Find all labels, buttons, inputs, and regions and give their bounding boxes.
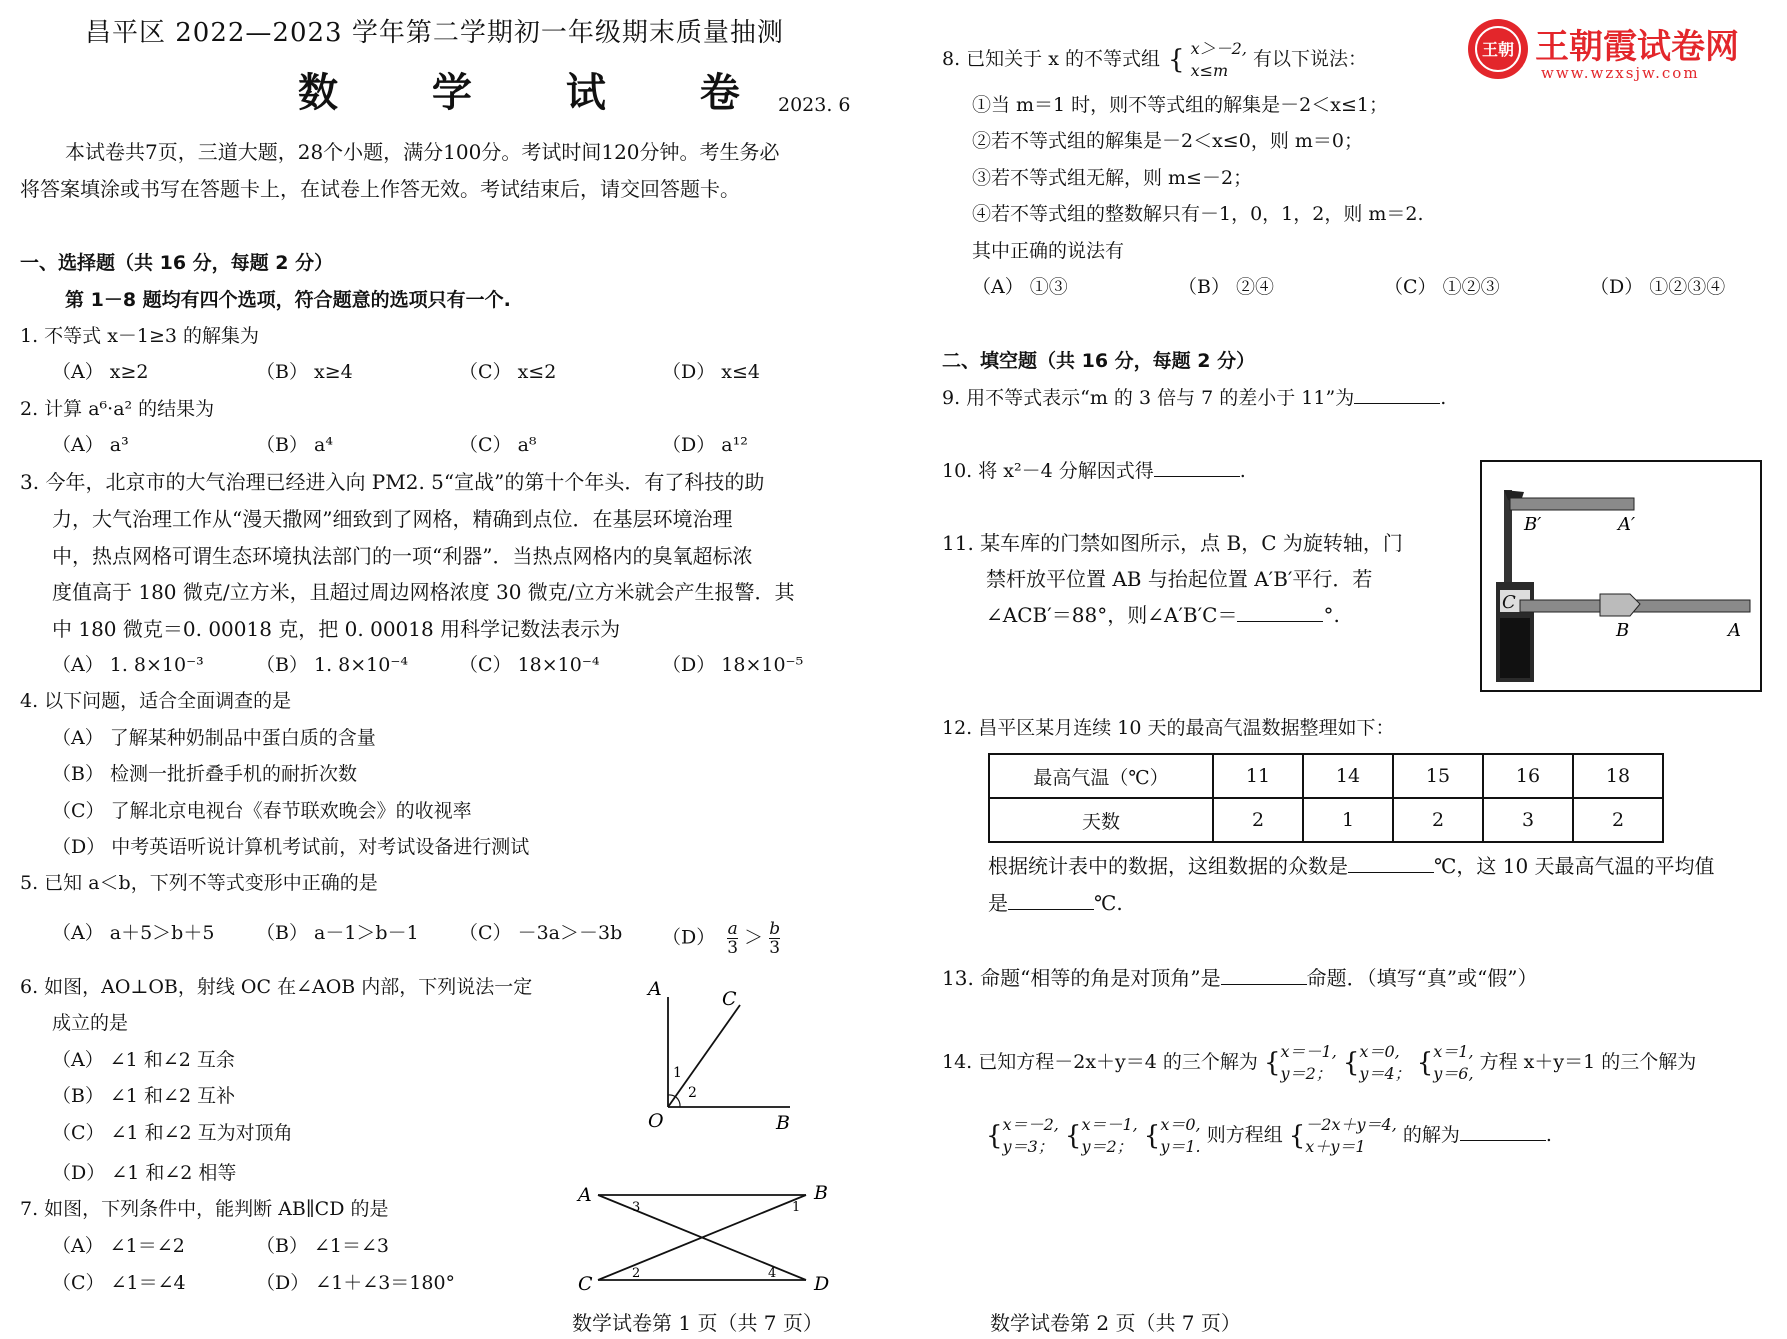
question-13-stem: 13. 命题“相等的角是对顶角”是 命题．（填写“真”或“假”） [942,966,1538,990]
q5-option-d[interactable] [662,920,780,957]
intro-line-2: 将答案填涂或书写在答题卡上，在试卷上作答无效。考试结束后，请交回答题卡。 [20,177,740,201]
page-title: 数 学 试 卷 [298,69,780,116]
answer-blank[interactable] [1354,385,1440,404]
section-heading: 一、选择题（共 16 分，每题 2 分） [20,252,334,274]
question-10-stem: 10. 将 x²－4 分解因式得 . [942,460,1246,482]
q8-option-c[interactable]: （C） ①②③ [1384,276,1500,298]
q2-option-b[interactable]: （B） a⁴ [256,434,333,456]
q1-option-a[interactable]: （A） x≥2 [52,361,149,383]
gate-barrier-figure [1480,460,1762,692]
label-a: A [1728,620,1741,641]
exam-page-1 [0,0,880,1339]
q3-option-a[interactable]: （A） 1. 8×10⁻³ [52,654,204,676]
question-6-stem: 成立的是 [52,1012,129,1034]
question-8-stem: 8. 已知关于 x 的不等式组 { x＞－2, x≤m 有以下说法： [942,39,1367,80]
question-9-stem: 9. 用不等式表示“m 的 3 倍与 7 的差小于 11”为 . [942,387,1447,409]
label-a-prime: A′ [1618,514,1636,535]
angle-1-label: 1 [792,1200,801,1215]
site-logo [1465,16,1777,82]
q8-prompt: 其中正确的说法有 [972,240,1125,262]
label-a: A [648,978,662,1000]
solution-y: y＝6, [1433,1064,1474,1083]
q6-option-c[interactable]: （C） ∠1 和∠2 互为对顶角 [52,1122,293,1144]
table-cell: 2 [1213,798,1303,842]
table-cell: 1 [1303,798,1393,842]
fraction-denominator: 3 [727,938,739,958]
q3-option-c[interactable]: （C） 18×10⁻⁴ [459,654,600,676]
logo-badge-text: 王朝 [1481,40,1515,59]
solution-y: y＝2； [1081,1137,1133,1156]
solution-y: y＝3； [1002,1137,1054,1156]
angle-2-label: 2 [688,1085,697,1101]
angle-1-label: 1 [673,1065,682,1081]
q8-option-b[interactable]: （B） ②④ [1178,276,1275,298]
label-d: D [814,1273,830,1295]
solution-y: y＝4； [1359,1064,1411,1083]
q8-statement: ③若不等式组无解，则 m≤－2； [972,167,1253,189]
q4-option-b[interactable]: （B） 检测一批折叠手机的耐折次数 [52,763,358,785]
question-12-stem: 12. 昌平区某月连续 10 天的最高气温数据整理如下： [942,717,1395,739]
table-row [989,798,1663,842]
q4-option-c[interactable]: （C） 了解北京电视台《春节联欢晚会》的收视率 [52,800,472,822]
fraction-numerator: a [727,919,738,939]
q4-option-d[interactable]: （D） 中考英语听说计算机考试前，对考试设备进行测试 [52,836,530,858]
greater-sign: ＞ [744,926,764,949]
angle-4-label: 4 [768,1266,777,1281]
table-header-cell: 最高气温（℃） [989,754,1213,798]
question-3-line: 度值高于 180 微克/立方米，且超过周边网格浓度 30 微克/立方米就会产生报警．其 [52,580,795,604]
answer-blank[interactable] [1221,966,1307,985]
q3-option-d[interactable]: （D） 18×10⁻⁵ [662,654,804,676]
q8-option-a[interactable]: （A） ①③ [972,276,1068,298]
answer-blank[interactable] [1460,1122,1546,1141]
q7-option-b[interactable]: （B） ∠1＝∠3 [256,1235,390,1257]
fraction-denominator: 3 [769,938,781,958]
q8-statement: ①当 m＝1 时，则不等式组的解集是－2＜x≤1； [972,94,1388,116]
question-12-line: 根据统计表中的数据，这组数据的众数是 ℃，这 10 天最高气温的平均值 [988,854,1715,878]
solution-y: y＝1. [1160,1137,1201,1156]
q5-option-b[interactable]: （B） a－1＞b－1 [256,922,419,944]
question-4-stem: 4. 以下问题，适合全面调查的是 [20,690,292,712]
q2-option-d[interactable]: （D） a¹² [662,434,748,456]
question-12-line: 是 ℃. [988,891,1123,915]
page-footer: 数学试卷第 1 页（共 7 页） [572,1311,823,1335]
exam-page-2 [930,0,1787,1339]
question-5-stem: 5. 已知 a＜b，下列不等式变形中正确的是 [20,872,378,894]
fraction-numerator: b [769,919,781,939]
temperature-table [988,753,1664,843]
question-7-stem: 7. 如图，下列条件中，能判断 AB∥CD 的是 [20,1198,389,1220]
question-3-line: 中 180 微克＝0. 00018 克，把 0. 00018 用科学记数法表示为 [52,617,621,641]
q1-option-b[interactable]: （B） x≥4 [256,361,353,383]
solution-x: x＝－1, [1280,1042,1337,1061]
q6-option-d[interactable]: （D） ∠1 和∠2 相等 [52,1162,237,1184]
section-heading: 二、填空题（共 16 分，每题 2 分） [942,350,1256,372]
label-c: C [1502,592,1516,613]
table-cell: 18 [1573,754,1663,798]
question-11-line: 11. 某车库的门禁如图所示，点 B，C 为旋转轴，门 [942,531,1403,555]
q8-option-d[interactable]: （D） ①②③④ [1590,276,1726,298]
intro-line-1: 本试卷共7页，三道大题，28个小题，满分100分。考试时间120分钟。考生务必 [65,140,780,164]
q5-option-c[interactable]: （C） －3a＞－3b [459,922,623,944]
q8-statement: ②若不等式组的解集是－2＜x≤0，则 m＝0； [972,130,1363,152]
exam-header-title: 昌平区 2022—2023 学年第二学期初一年级期末质量抽测 [85,18,784,48]
q3-option-b[interactable]: （B） 1. 8×10⁻⁴ [256,654,409,676]
question-2-stem: 2. 计算 a⁶·a² 的结果为 [20,398,215,420]
q2-option-a[interactable]: （A） a³ [52,434,129,456]
q8-statement: ④若不等式组的整数解只有－1，0，1，2，则 m＝2. [972,203,1424,225]
q5-option-a[interactable]: （A） a＋5＞b＋5 [52,922,215,944]
question-3-line: 3. 今年，北京市的大气治理已经进入向 PM2. 5“宣战”的第十个年头．有了科技的助 [20,470,765,494]
q6-option-b[interactable]: （B） ∠1 和∠2 互补 [52,1085,236,1107]
question-11-line: 禁杆放平位置 AB 与抬起位置 A′B′平行．若 [986,567,1373,591]
question-3-line: 中，热点网格可谓生态环境执法部门的一项“利器”．当热点网格内的臭氧超标浓 [52,544,753,568]
answer-blank[interactable] [1237,603,1323,622]
solution-x: x＝0, [1359,1042,1400,1061]
label-c: C [722,988,737,1010]
q1-option-c[interactable]: （C） x≤2 [459,361,557,383]
table-cell: 3 [1483,798,1573,842]
table-cell: 15 [1393,754,1483,798]
question-14-line: 14. 已知方程－2x＋y＝4 的三个解为 { x＝－1, y＝2； { x＝0, y＝4； { x＝1, y＝6, 方程 x＋y＝1 的三个解为 [942,1042,1697,1083]
parallel-lines-figure [570,1175,840,1300]
label-b: B [776,1112,790,1134]
q7-option-d[interactable]: （D） ∠1＋∠3＝180° [256,1272,456,1294]
question-11-line: ∠ACB′＝88°，则∠A′B′C＝ °. [986,603,1340,627]
answer-blank[interactable] [1008,891,1094,910]
logo-badge-icon [1465,16,1777,82]
angle-3-label: 3 [632,1200,641,1215]
solution-x: x＝－1, [1081,1115,1138,1134]
question-6-stem: 6. 如图，AO⊥OB，射线 OC 在∠AOB 内部，下列说法一定 [20,976,533,998]
page-footer: 数学试卷第 2 页（共 7 页） [990,1311,1241,1335]
table-cell: 16 [1483,754,1573,798]
label-c: C [578,1273,593,1295]
q1-option-d[interactable]: （D） x≤4 [662,361,760,383]
logo-name: 王朝霞试卷网 [1535,27,1739,67]
angle-2-label: 2 [632,1266,641,1281]
q5-option-d-label: （D） [662,926,716,949]
table-header-cell: 天数 [989,798,1213,842]
system-line-1: x＞－2, [1190,39,1247,58]
table-row [989,754,1663,798]
system-line-2: x＋y＝1 [1305,1137,1366,1156]
answer-blank[interactable] [1154,458,1240,477]
exam-date: 2023. 6 [778,94,851,116]
question-1-stem: 1. 不等式 x－1≥3 的解集为 [20,325,260,347]
solution-x: x＝1, [1433,1042,1474,1061]
question-3-line: 力，大气治理工作从“漫天撒网”细致到了网格，精确到点位．在基层环境治理 [52,507,733,531]
logo-url: www.wzxsjw.com [1541,64,1700,82]
q7-option-a[interactable]: （A） ∠1＝∠2 [52,1235,185,1257]
angle-figure [640,975,800,1135]
label-b: B [1616,620,1630,641]
q6-option-a[interactable]: （A） ∠1 和∠2 互余 [52,1049,235,1071]
solution-y: y＝2； [1280,1064,1332,1083]
solution-x: x＝0, [1160,1115,1201,1134]
question-14-line: { x＝－2, y＝3； { x＝－1, y＝2； { x＝0, y＝1. 则方程组 { －2x＋y＝4, x＋y＝1 的解为 . [986,1115,1552,1156]
solution-x: x＝－2, [1002,1115,1059,1134]
label-a: A [578,1184,592,1206]
table-cell: 2 [1393,798,1483,842]
label-b: B [814,1182,828,1204]
table-cell: 11 [1213,754,1303,798]
q7-option-c[interactable]: （C） ∠1＝∠4 [52,1272,186,1294]
table-cell: 2 [1573,798,1663,842]
system-line-2: x≤m [1190,61,1229,80]
table-cell: 14 [1303,754,1393,798]
q2-option-c[interactable]: （C） a⁸ [459,434,537,456]
label-o: O [648,1110,664,1132]
q4-option-a[interactable]: （A） 了解某种奶制品中蛋白质的含量 [52,727,376,749]
answer-blank[interactable] [1348,854,1434,873]
section-note: 第 1－8 题均有四个选项，符合题意的选项只有一个. [65,289,511,311]
label-b-prime: B′ [1524,514,1542,535]
system-line-1: －2x＋y＝4, [1305,1115,1397,1134]
